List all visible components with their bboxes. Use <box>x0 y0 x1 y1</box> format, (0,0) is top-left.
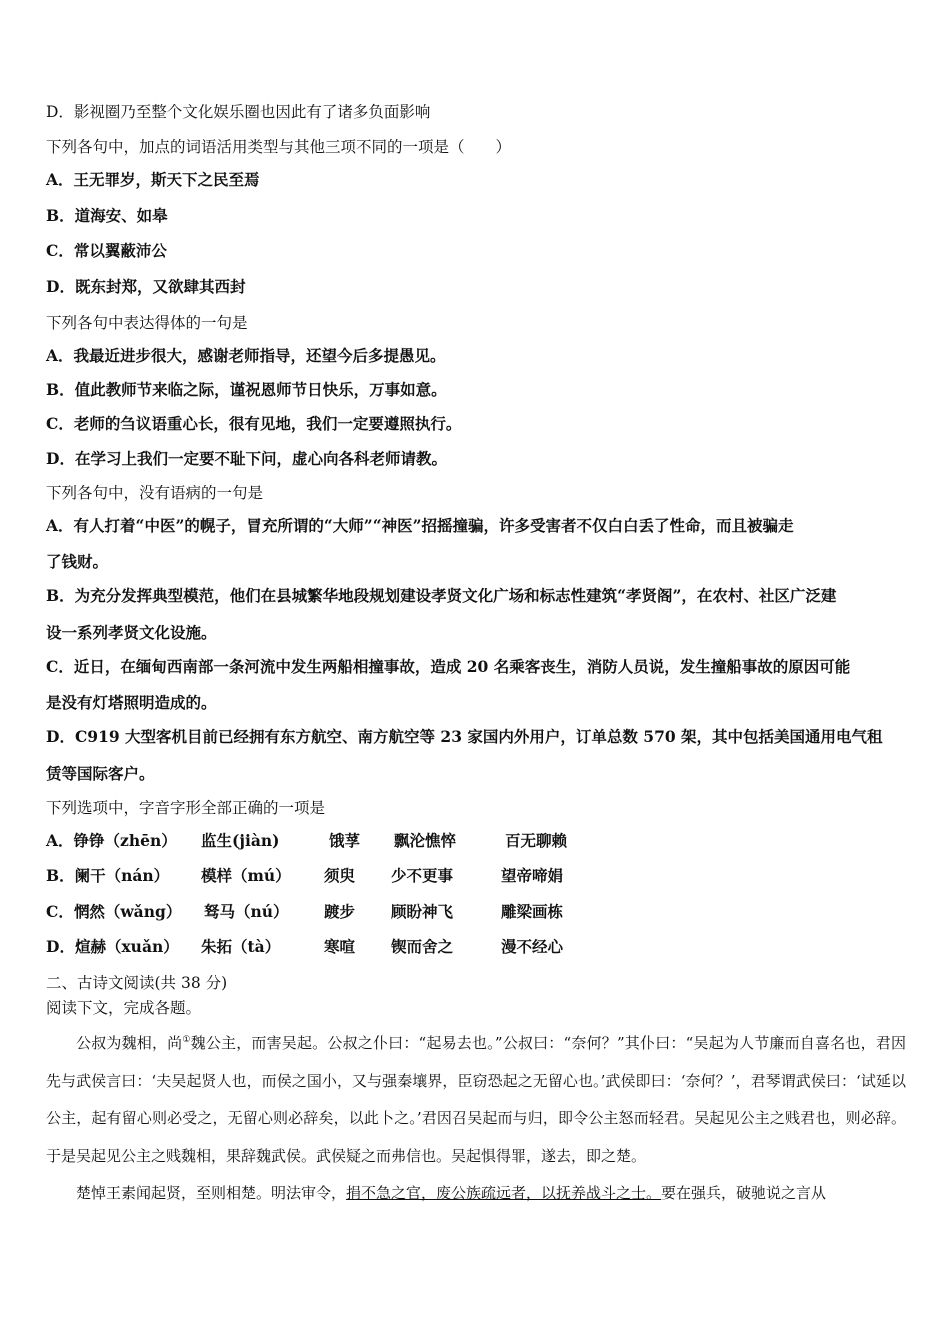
passage-text: 要在强兵，破驰说之言从 <box>661 1184 827 1202</box>
passage-text: 魏公主，而害吴起。公叔之仆曰：“起易去也。”公叔曰：“奈何？”其仆曰：“吴起为人节廉而自喜名也，君因先与武侯言曰：‘夫吴起贤人也，而侯之国小，又与强秦壤界，臣窃恐起之无留心也。’武侯即曰：‘奈何？’，君琴谓武侯曰：‘试延以公主，起有留心则必受之，无留心则必辞矣，以此卜之。’君因召吴起而与归，即令公主怒而轻君。吴起见公主之贱君也，则必辞。于是吴起见公主之贱魏相，果辞魏武侯。武侯疑之而弗信也。吴起惧得罪，遂去，即之楚。 <box>46 1034 906 1165</box>
passage-paragraph-1 <box>46 1022 906 1175</box>
question-3-option-d-line2: 赁等国际客户。 <box>46 764 155 783</box>
footnote-marker: ① <box>182 1035 191 1045</box>
question-1-option-b: B．道海安、如皋 <box>46 206 168 225</box>
section-heading: 二、古诗文阅读(共 38 分) <box>46 974 228 992</box>
question-2-option-c: C．老师的刍议语重心长，很有见地，我们一定要遵照执行。 <box>46 414 462 433</box>
option-cell: 少不更事 <box>391 866 454 885</box>
question-1-option-a: A．王无罪岁，斯天下之民至焉 <box>46 170 260 189</box>
question-1-stem: 下列各句中，加点的词语活用类型与其他三项不同的一项是（ ） <box>46 138 512 156</box>
option-d-line: D．影视圈乃至整个文化娱乐圈也因此有了诸多负面影响 <box>46 103 431 121</box>
question-3-option-a-line2: 了钱财。 <box>46 552 109 571</box>
question-3-option-b-line1: B．为充分发挥典型模范，他们在县城繁华地段规划建设孝贤文化广场和标志性建筑“孝贤阁”，在农村、社区广泛建 <box>46 586 837 605</box>
question-3-stem: 下列各句中，没有语病的一句是 <box>46 484 264 502</box>
option-cell: C．惘然（wǎng） <box>46 902 182 921</box>
question-2-stem: 下列各句中表达得体的一句是 <box>46 314 248 332</box>
question-3-option-c-line1: C．近日，在缅甸西南部一条河流中发生两船相撞事故，造成 20 名乘客丧生，消防人员说，发生撞船事故的原因可能 <box>46 657 851 676</box>
option-cell: 顾盼神飞 <box>391 902 454 921</box>
classical-passage <box>46 1022 906 1213</box>
passage-text: 公叔为魏相，尚 <box>76 1034 183 1052</box>
option-cell: 驽马（nú） <box>204 902 289 921</box>
option-cell: 飘沦憔悴 <box>394 831 457 850</box>
option-cell: D．煊赫（xuǎn） <box>46 937 179 956</box>
option-cell: 百无聊赖 <box>505 831 568 850</box>
question-2-option-a: A．我最近进步很大，感谢老师指导，还望今后多提愚见。 <box>46 346 446 365</box>
option-cell: 雕梁画栋 <box>501 902 564 921</box>
underlined-sentence: 捐不急之官，废公族疏远者，以抚养战斗之士。 <box>346 1184 662 1202</box>
option-cell: 饿莩 <box>329 831 361 850</box>
option-cell: 朱拓（tà） <box>201 937 281 956</box>
passage-paragraph-2 <box>46 1175 906 1213</box>
option-cell: A．铮铮（zhēn） <box>46 831 177 850</box>
option-cell: 寒喧 <box>324 937 356 956</box>
question-3-option-c-line2: 是没有灯塔照明造成的。 <box>46 693 217 712</box>
question-2-option-b: B．值此教师节来临之际，谨祝恩师节日快乐，万事如意。 <box>46 380 447 399</box>
option-cell: 模样（mú） <box>201 866 291 885</box>
option-cell: B．阑干（nán） <box>46 866 170 885</box>
question-1-option-c: C．常以翼蔽沛公 <box>46 241 167 260</box>
question-3-option-b-line2: 设一系列孝贤文化设施。 <box>46 623 217 642</box>
option-cell: 监生(jiàn) <box>201 831 280 850</box>
option-cell: 踱步 <box>324 902 356 921</box>
section-instruction: 阅读下文，完成各题。 <box>46 999 202 1017</box>
question-3-option-a-line1: A．有人打着“中医”的幌子，冒充所谓的“大师”“神医”招摇撞骗，许多受害者不仅白白丢了性命，而且被骗走 <box>46 516 794 535</box>
option-cell: 望帝啼娟 <box>501 866 564 885</box>
question-4-stem: 下列选项中，字音字形全部正确的一项是 <box>46 799 326 817</box>
question-3-option-d-line1: D．C919 大型客机目前已经拥有东方航空、南方航空等 23 家国内外用户，订单总数 570 架，其中包括美国通用电气租 <box>46 727 883 746</box>
question-1-option-d: D．既东封郑，又欲肆其西封 <box>46 277 246 296</box>
question-2-option-d: D．在学习上我们一定要不耻下问，虚心向各科老师请教。 <box>46 449 447 468</box>
option-cell: 须臾 <box>324 866 356 885</box>
option-cell: 锲而舍之 <box>391 937 454 956</box>
option-cell: 漫不经心 <box>501 937 564 956</box>
passage-text: 楚悼王素闻起贤，至则相楚。明法审令， <box>76 1184 347 1202</box>
